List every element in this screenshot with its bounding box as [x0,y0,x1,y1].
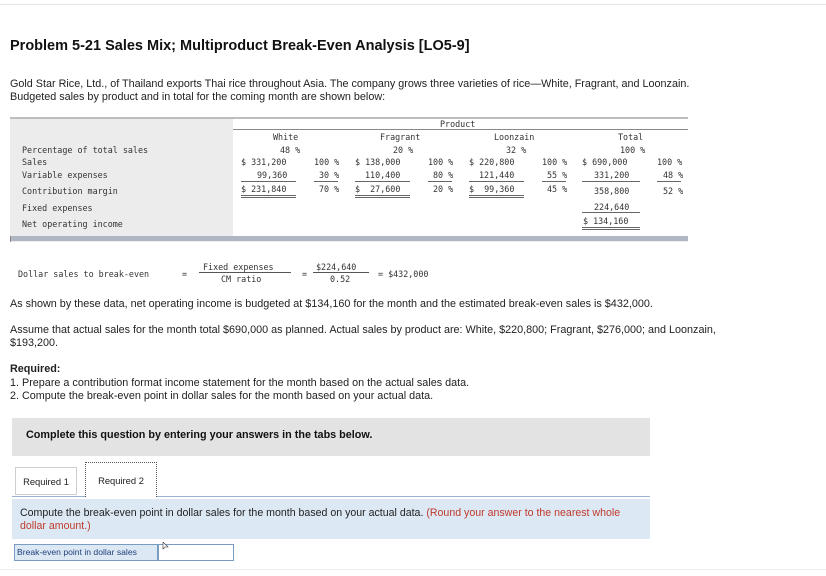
cm-loonzain: $ 99,360 [469,184,515,194]
col-header-white: White [273,132,299,142]
breakeven-equals-1: = [182,269,188,279]
variable-fragrant-pct: 80 % [433,170,454,180]
page-title: Problem 5-21 Sales Mix; Multiproduct Break-Even Analysis [LO5-9] [10,38,470,54]
breakeven-numerator-label: Fixed expenses [203,262,274,272]
underline-total [582,181,640,182]
breakeven-denominator-value: 0.52 [330,274,351,284]
double-underline-loonzain [469,195,524,196]
question-instruction [20,507,645,532]
sales-loonzain: $ 220,800 [469,157,515,167]
variable-loonzain: 121,440 [479,170,515,180]
cm-loonzain-pct: 45 % [547,184,568,194]
pct-total: 100 % [620,145,646,155]
row-label-sales: Sales [22,157,48,167]
fixed-total: 224,640 [594,202,630,212]
breakeven-denominator-label: CM ratio [221,274,262,284]
variable-white-pct: 30 % [319,170,340,180]
text-cursor-icon [162,542,170,550]
actual-sales-text: Assume that actual sales for the month total $690,000 as planned. Actual sales by product are: White, $220,800; Fragrant, $276,000; and Loonzain, $193,200. [10,324,716,349]
fraction-bar-2 [313,272,369,273]
col-header-loonzain: Loonzain [494,132,535,142]
double-underline-white-2 [241,197,296,198]
underline-loonzain [469,181,524,182]
variable-total: 331,200 [594,170,630,180]
col-header-fragrant: Fragrant [380,132,421,142]
required-item-1: 1. Prepare a contribution format income statement for the month based on the actual sales data. [10,377,470,389]
underline-fragrant-pct [428,181,452,182]
top-divider [0,4,826,5]
sales-fragrant-pct: 100 % [428,157,454,167]
tab-required-2[interactable]: Required 2 [85,462,157,497]
cm-fragrant: $ 27,600 [355,184,401,194]
sales-total-pct: 100 % [657,157,683,167]
tab-bar-line-right [157,496,650,497]
variable-white: 99,360 [257,170,288,180]
table-top-border [10,117,688,119]
product-header-line [233,129,688,130]
rounding-note: (Round your answer to the nearest whole dollar amount.) [20,507,621,532]
answer-label: Break-even point in dollar sales [14,544,158,561]
row-label-contribution: Contribution margin [22,186,118,196]
underline-white [241,181,296,182]
underline-white-pct [314,181,338,182]
breakeven-numerator-value: $224,640 [316,262,357,272]
cm-white: $ 231,840 [241,184,287,194]
sales-white: $ 331,200 [241,157,287,167]
underline-loonzain-pct [542,181,566,182]
required-heading: Required: [10,363,61,375]
sales-loonzain-pct: 100 % [542,157,568,167]
tab-bar-line-left [12,496,85,497]
row-label-pct: Percentage of total sales [22,145,149,155]
double-underline-fragrant-2 [355,197,410,198]
instructions-panel-text: Complete this question by entering your answers in the tabs below. [26,429,373,441]
pct-fragrant: 20 % [393,145,414,155]
budget-summary-text: As shown by these data, net operating income is budgeted at $134,160 for the month and the estimated break-even sales is $432,000. [10,298,653,310]
table-corner-mark [10,236,11,242]
tab-required-1[interactable]: Required 1 [15,467,77,495]
sales-fragrant: $ 138,000 [355,157,401,167]
fraction-bar-1 [199,272,291,273]
cm-white-pct: 70 % [319,184,340,194]
breakeven-label: Dollar sales to break-even [18,269,150,279]
product-header: Product [440,119,476,129]
double-underline-loonzain-2 [469,197,524,198]
breakeven-result: = $432,000 [378,269,429,279]
double-underline-white [241,195,296,196]
sales-total: $ 690,000 [582,157,628,167]
bottom-divider [0,569,826,570]
table-bottom-border [10,236,688,241]
double-underline-fragrant [355,195,410,196]
double-underline-noi-2 [582,229,640,230]
underline-fragrant [355,181,410,182]
pct-white: 48 % [280,145,301,155]
cm-total: 358,800 [594,186,630,196]
variable-fragrant: 110,400 [365,170,401,180]
variable-loonzain-pct: 55 % [547,170,568,180]
double-underline-noi [582,227,640,228]
required-item-2: 2. Compute the break-even point in dollar sales for the month based on your actual data. [10,390,434,402]
intro-text: Gold Star Rice, Ltd., of Thailand exports Thai rice throughout Asia. The company grows three varieties of rice—White, Fragrant, and Loonzain. Budgeted sales by product and in total for the coming month are shown below: [10,78,690,103]
underline-fixed-total [582,212,640,213]
underline-total-pct [657,181,681,182]
variable-total-pct: 48 % [663,170,684,180]
col-header-total: Total [618,132,644,142]
breakeven-equals-2: = [302,269,308,279]
sales-white-pct: 100 % [314,157,340,167]
noi-total: $ 134,160 [583,216,629,226]
row-label-variable: Variable expenses [22,170,108,180]
cm-total-pct: 52 % [663,186,684,196]
row-label-fixed: Fixed expenses [22,203,93,213]
cm-fragrant-pct: 20 % [433,184,454,194]
pct-loonzain: 32 % [506,145,527,155]
instruction-text: Compute the break-even point in dollar sales for the month based on your actual data. [20,507,424,519]
row-label-noi: Net operating income [22,219,123,229]
